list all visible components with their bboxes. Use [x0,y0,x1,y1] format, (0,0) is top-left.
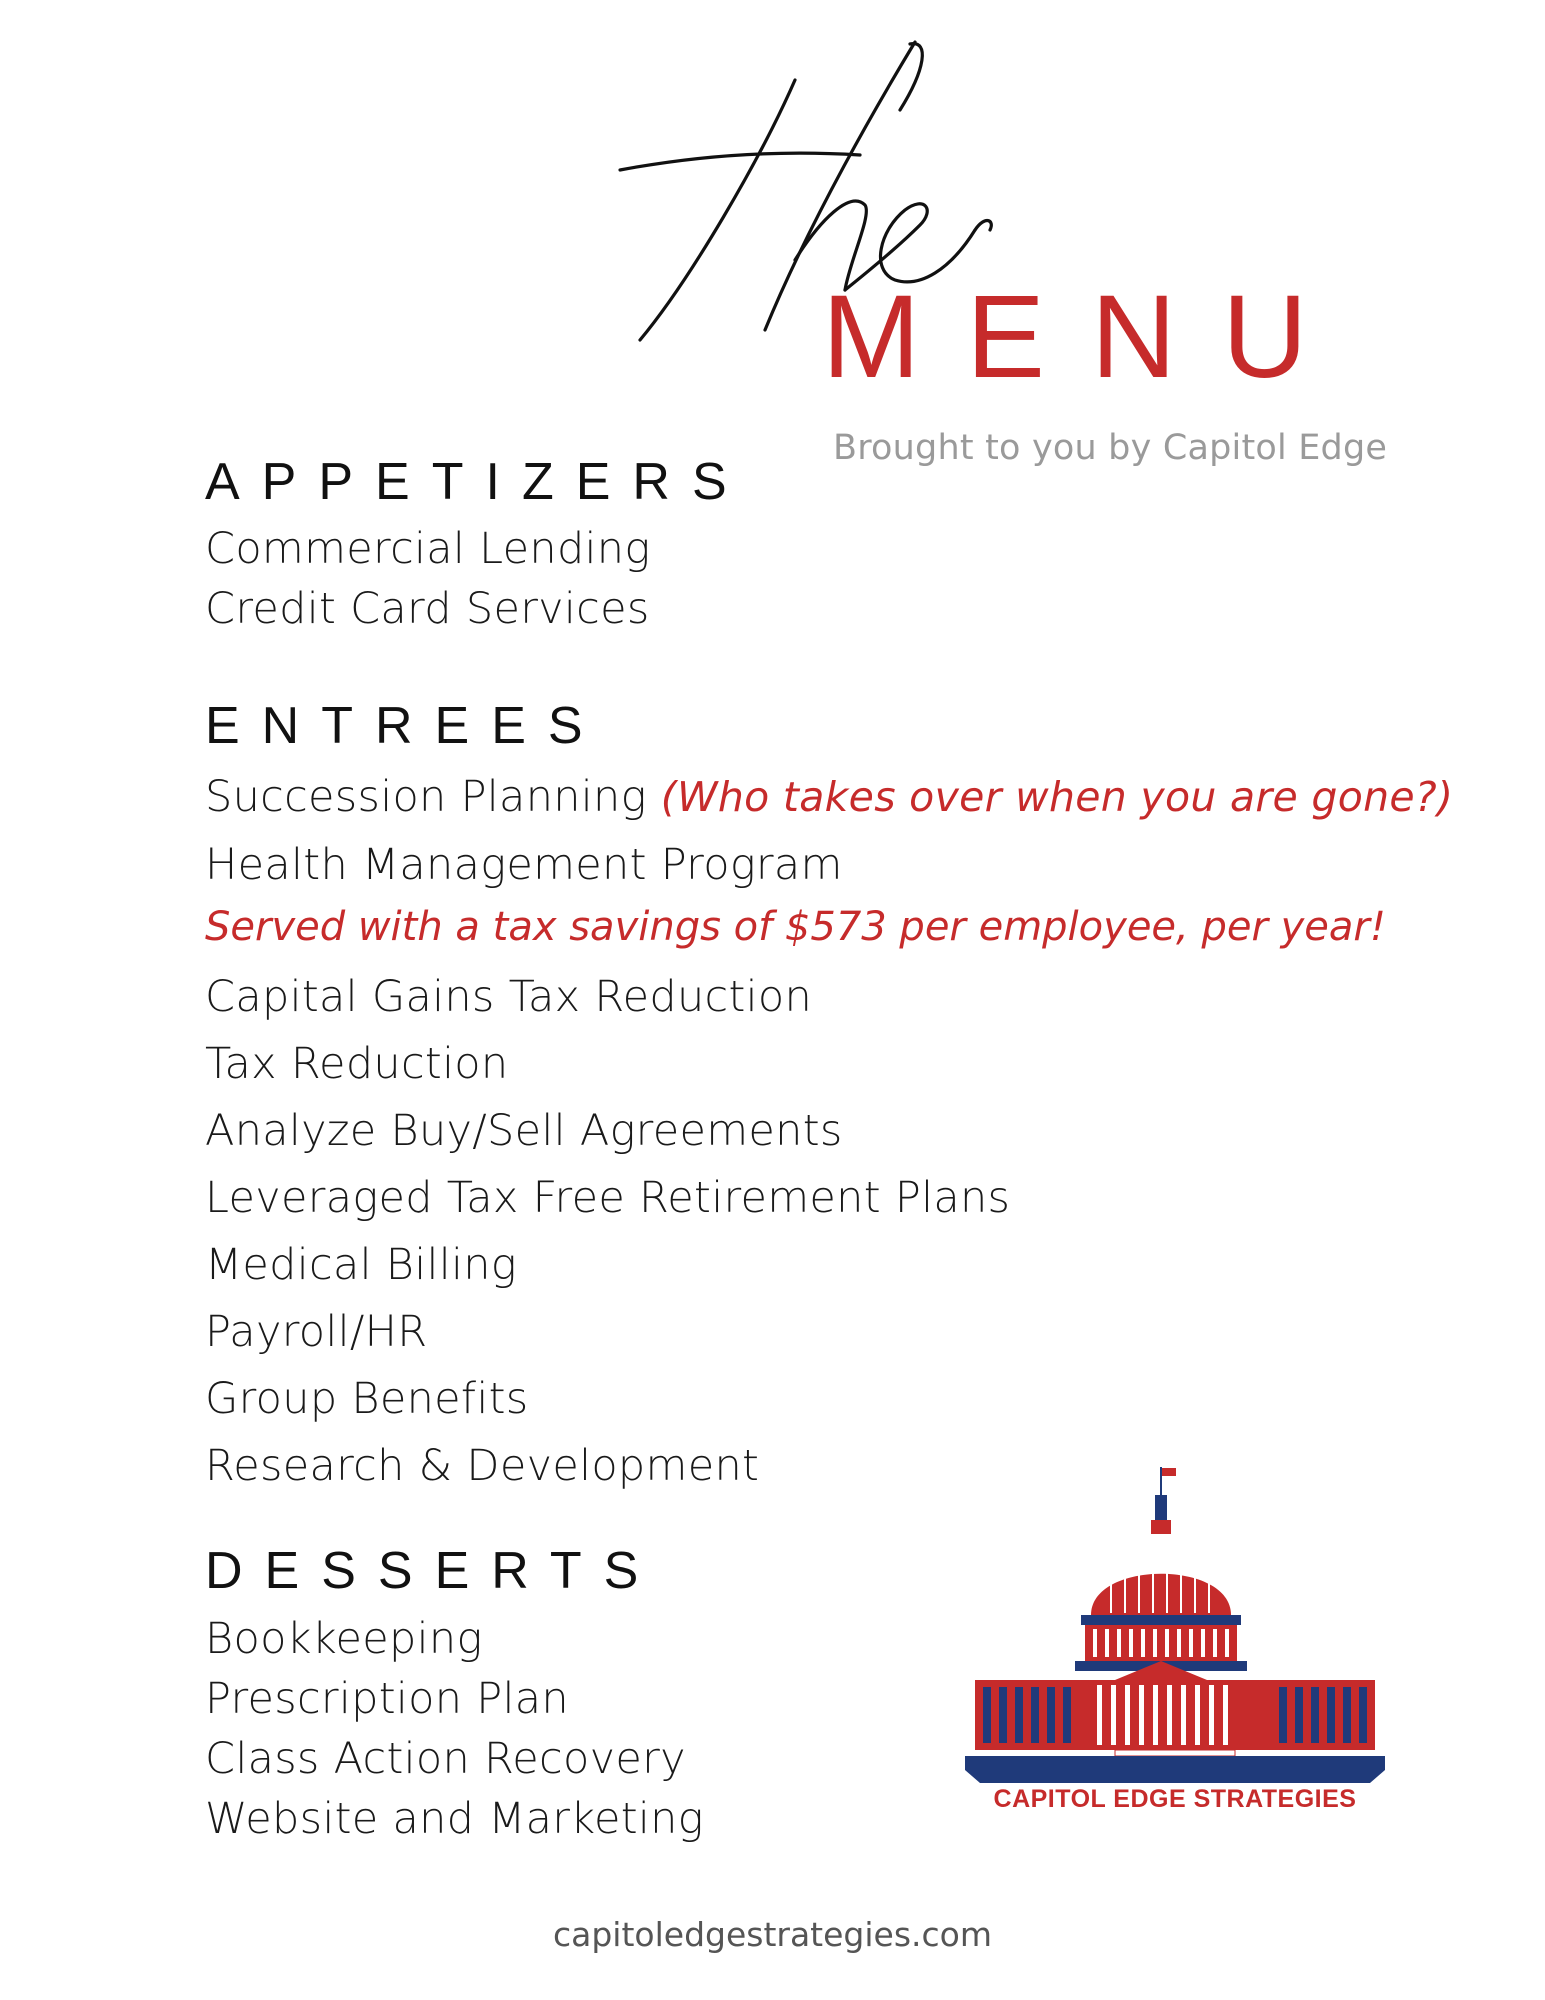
entree-item: Tax Reduction [205,1039,509,1089]
appetizer-item: Credit Card Services [205,584,650,634]
dessert-item: Bookkeeping [205,1614,483,1664]
entree-item: Capital Gains Tax Reduction [205,972,813,1022]
entree-label: Succession Planning [205,772,647,822]
menu-title: MENU [822,271,1354,403]
entree-item: Medical Billing [205,1240,517,1290]
byline: Brought to you by Capitol Edge [833,428,1388,468]
entree-health-note: Served with a tax savings of $573 per employee, per year! [205,904,1386,950]
footer-url[interactable]: capitoledgestrategies.com [552,1915,993,1954]
appetizer-item: Commercial Lending [205,524,651,574]
entree-note: (Who takes over when you are gone?) [660,773,1454,821]
entree-item: Payroll/HR [205,1307,428,1357]
dessert-item: Prescription Plan [205,1674,569,1724]
entree-item: Leveraged Tax Free Retirement Plans [205,1173,1011,1223]
entree-item: Group Benefits [205,1374,529,1424]
entrees-heading: ENTREES [205,697,605,755]
entree-item: Research & Development [205,1441,760,1491]
appetizers-heading: APPETIZERS [205,453,749,511]
dessert-item: Website and Marketing [205,1794,704,1844]
desserts-heading: DESSERTS [205,1542,661,1600]
entree-item-succession [205,772,1454,822]
entree-item-health: Health Management Program [205,840,843,890]
capitol-building-logo [965,1465,1385,1825]
logo-caption: CAPITOL EDGE STRATEGIES [993,1785,1357,1813]
dessert-item: Class Action Recovery [205,1734,686,1784]
entree-item: Analyze Buy/Sell Agreements [205,1106,843,1156]
